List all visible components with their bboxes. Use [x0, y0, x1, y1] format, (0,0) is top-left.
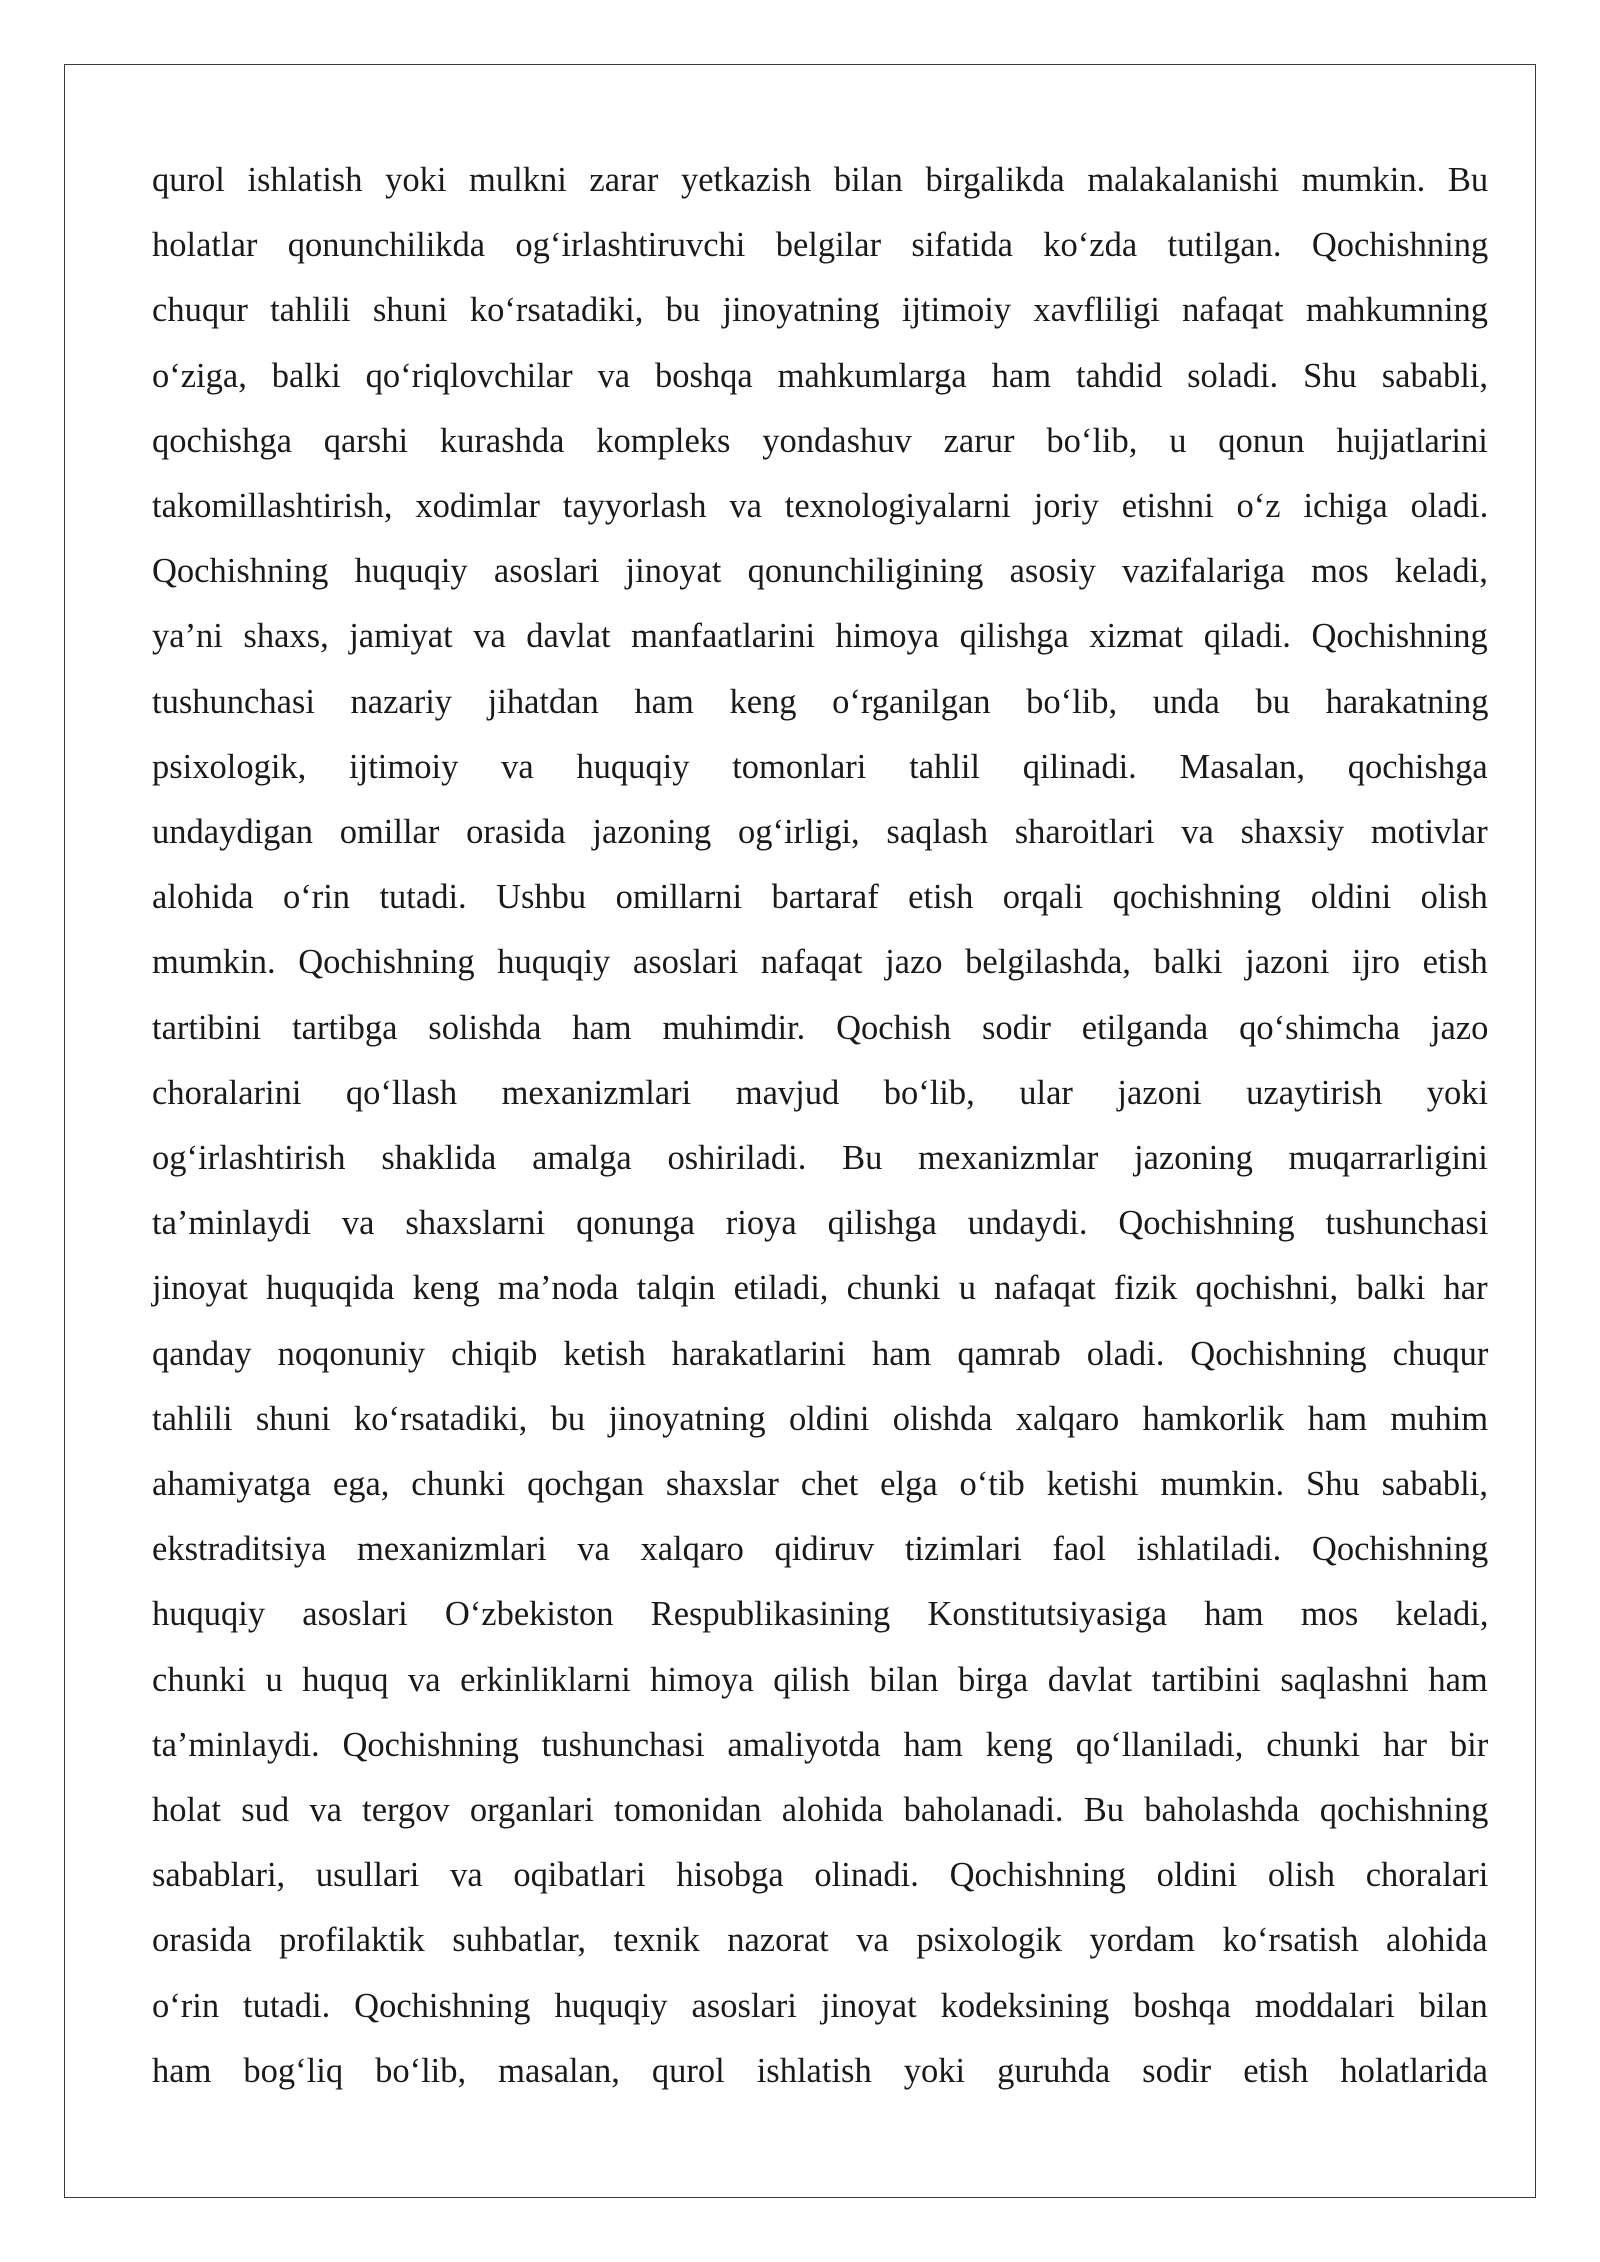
text-line: undaydigan omillar orasida jazoning og‘irligi, saqlash sharoitlari va shaxsiy motivlar — [152, 813, 1488, 852]
text-line: choralarini qo‘llash mexanizmlari mavjud bo‘lib, ular jazoni uzaytirish yoki — [152, 1073, 1489, 1112]
text-line: takomillashtirish, xodimlar tayyorlash va texnologiyalarni joriy etishni o‘z ichiga oladi. — [152, 487, 1489, 526]
text-line: ekstraditsiya mexanizmlari va xalqaro qidiruv tizimlari faol ishlatiladi. Qochishning — [152, 1530, 1489, 1569]
text-line: o‘rin tutadi. Qochishning huquqiy asoslari jinoyat kodeksining boshqa moddalari bilan — [152, 1986, 1488, 2025]
text-line: jinoyat huquqida keng ma’noda talqin etiladi, chunki u nafaqat fizik qochishni, balki har — [152, 1269, 1488, 1308]
text-line: og‘irlashtirish shaklida amalga oshiriladi. Bu mexanizmlar jazoning muqarrarligini — [152, 1139, 1488, 1178]
text-line: ta’minlaydi. Qochishning tushunchasi amaliyotda ham keng qo‘llaniladi, chunki har bir — [152, 1725, 1489, 1764]
text-line: tahlili shuni ko‘rsatadiki, bu jinoyatning oldini olishda xalqaro hamkorlik ham muhim — [152, 1399, 1489, 1438]
text-line: tushunchasi nazariy jihatdan ham keng o‘rganilgan bo‘lib, unda bu harakatning — [152, 682, 1489, 721]
text-line: alohida o‘rin tutadi. Ushbu omillarni bartaraf etish orqali qochishning oldini olish — [152, 878, 1488, 917]
text-line: holat sud va tergov organlari tomonidan alohida baholanadi. Bu baholashda qochishning — [152, 1791, 1489, 1830]
text-line: qochishga qarshi kurashda kompleks yondashuv zarur bo‘lib, u qonun hujjatlarini — [152, 421, 1488, 460]
text-line: ya’ni shaxs, jamiyat va davlat manfaatlarini himoya qilishga xizmat qiladi. Qochishning — [152, 617, 1488, 656]
text-line: mumkin. Qochishning huquqiy asoslari nafaqat jazo belgilashda, balki jazoni ijro etish — [152, 943, 1488, 982]
text-line: chuqur tahlili shuni ko‘rsatadiki, bu jinoyatning ijtimoiy xavfliligi nafaqat mahkumning — [152, 291, 1489, 330]
text-line: qurol ishlatish yoki mulkni zarar yetkazish bilan birgalikda malakalanishi mumkin. Bu — [152, 161, 1489, 199]
text-line: ahamiyatga ega, chunki qochgan shaxslar chet elga o‘tib ketishi mumkin. Shu sababli, — [152, 1465, 1488, 1504]
text-line: qanday noqonuniy chiqib ketish harakatlarini ham qamrab oladi. Qochishning chuqur — [152, 1334, 1489, 1373]
text-line: sabablari, usullari va oqibatlari hisobga olinadi. Qochishning oldini olish choralari — [152, 1856, 1489, 1895]
text-line: ham bog‘liq bo‘lib, masalan, qurol ishlatish yoki guruhda sodir etish holatlarida — [152, 2051, 1488, 2090]
document-body-text — [152, 148, 1488, 2104]
text-line: ta’minlaydi va shaxslarni qonunga rioya qilishga undaydi. Qochishning tushunchasi — [152, 1204, 1489, 1243]
text-line: tartibini tartibga solishda ham muhimdir. Qochish sodir etilganda qo‘shimcha jazo — [152, 1008, 1489, 1047]
text-line: chunki u huquq va erkinliklarni himoya qilish bilan birga davlat tartibini saqlashni ham — [152, 1660, 1488, 1699]
text-line: holatlar qonunchilikda og‘irlashtiruvchi belgilar sifatida ko‘zda tutilgan. Qochishning — [152, 226, 1489, 265]
text-line: o‘ziga, balki qo‘riqlovchilar va boshqa mahkumlarga ham tahdid soladi. Shu sababli, — [152, 356, 1489, 395]
text-line: Qochishning huquqiy asoslari jinoyat qonunchiligining asosiy vazifalariga mos keladi, — [152, 552, 1488, 591]
text-line: psixologik, ijtimoiy va huquqiy tomonlari tahlil qilinadi. Masalan, qochishga — [152, 747, 1488, 786]
text-line: orasida profilaktik suhbatlar, texnik nazorat va psixologik yordam ko‘rsatish alohida — [152, 1921, 1488, 1960]
text-line: huquqiy asoslari O‘zbekiston Respublikasining Konstitutsiyasiga ham mos keladi, — [152, 1595, 1489, 1634]
